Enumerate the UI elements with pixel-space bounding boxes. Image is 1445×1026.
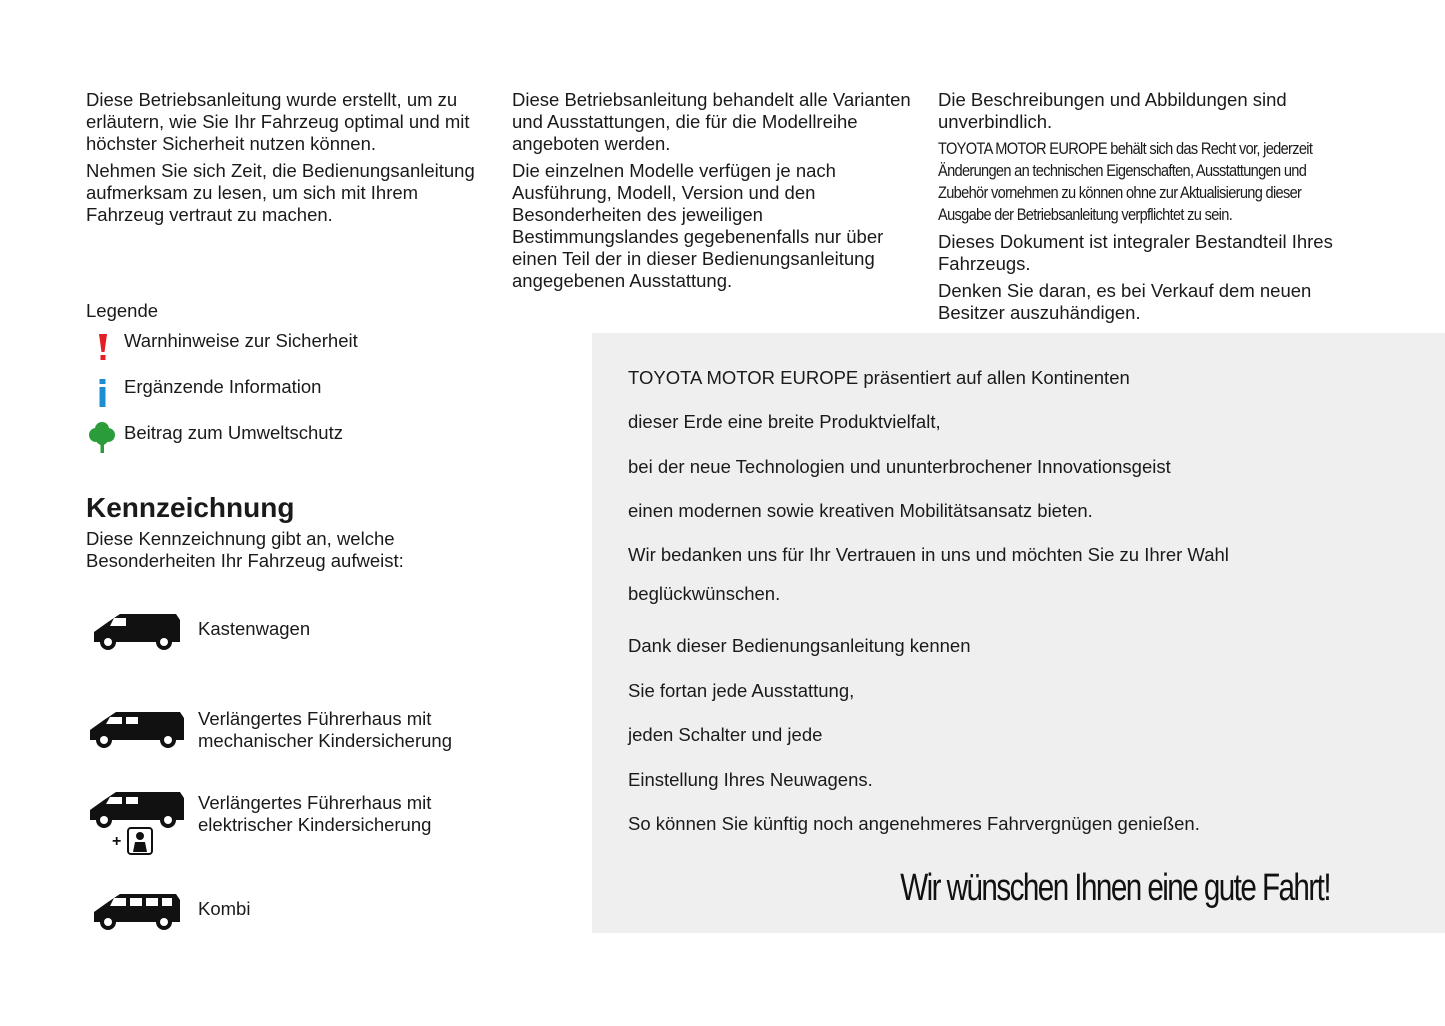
legend [86,300,486,468]
intro-paragraph: Diese Betriebsanleitung wurde erstellt, um zu erläutern, wie Sie Ihr Fahrzeug optimal und mit höchster Sicherheit nutzen können. [86,89,470,154]
kombi-icon [86,886,182,934]
section-description: Diese Kennzeichnung gibt an, welche Besonderheiten Ihr Fahrzeug aufweist: [86,528,404,571]
legend-label: Beitrag zum Umweltschutz [124,422,343,443]
legend-title: Legende [86,300,159,321]
intro-column-1 [86,89,486,231]
closing-greeting: Wir wünschen Ihnen eine gute Fahrt! [900,867,1330,909]
vehicle-label: elektrischer Kindersicherung [198,814,432,835]
legend-item-warning [86,330,486,376]
legend-item-info [86,376,486,422]
intro-paragraph: Denken Sie daran, es bei Verkauf dem neuen Besitzer auszuhändigen. [938,280,1312,323]
intro-paragraph: Diese Betriebsanleitung behandelt alle Varianten und Ausstattungen, die für die Modellreihe angeboten werden. [512,89,911,154]
welcome-line: So können Sie künftig noch angenehmeres Fahrvergnügen genießen. [628,813,1200,834]
intro-paragraph: Die Beschreibungen und Abbildungen sind unverbindlich. [938,89,1287,132]
welcome-line: jeden Schalter und jede [628,724,823,745]
intro-column-3 [938,89,1358,329]
vehicle-label: mechanischer Kindersicherung [198,730,452,751]
welcome-line: Einstellung Ihres Neuwagens. [628,769,873,790]
welcome-line: beglückwünschen. [628,583,781,604]
warning-icon [86,330,118,362]
intro-column-2 [512,89,912,297]
vehicle-label: Kastenwagen [198,618,311,639]
crew-cab-mechanical-icon [86,702,186,752]
welcome-panel [592,333,1445,933]
welcome-line: dieser Erde eine breite Produktvielfalt, [628,411,941,432]
welcome-line: Wir bedanken uns für Ihr Vertrauen in uns und möchten Sie zu Ihrer Wahl [628,544,1229,565]
info-icon [86,376,118,408]
welcome-line: Sie fortan jede Ausstattung, [628,680,855,701]
legend-item-environment [86,422,486,468]
vehicle-label: Verlängertes Führerhaus mit [198,792,432,813]
intro-paragraph: Nehmen Sie sich Zeit, die Bedienungsanleitung aufmerksam zu lesen, um sich mit Ihrem Fahrzeug vertraut zu machen. [86,160,475,225]
legend-label: Warnhinweise zur Sicherheit [124,330,358,351]
vehicle-label: Verlängertes Führerhaus mit [198,708,432,729]
panel-van-icon [86,606,182,654]
section-heading: Kennzeichnung [86,492,295,523]
welcome-line: einen modernen sowie kreativen Mobilitätsansatz bieten. [628,500,1093,521]
welcome-line: Dank dieser Bedienungsanleitung kennen [628,635,971,656]
crew-cab-electric-icon [86,786,186,858]
svg-text:+: + [112,833,122,850]
disclaimer-paragraph: TOYOTA MOTOR EUROPE behält sich das Recht vor, jederzeit Änderungen an technischen Eigenschaften, Ausstattungen und Zubehör vornehmen zu können ohne zur Aktualisierung dieser Ausgabe der Betriebsanleitung verpflichtet zu sein. [938,139,1313,224]
welcome-line: bei der neue Technologien und ununterbrochener Innovationsgeist [628,456,1171,477]
intro-paragraph: Dieses Dokument ist integraler Bestandteil Ihres Fahrzeugs. [938,231,1333,274]
intro-paragraph: Die einzelnen Modelle verfügen je nach Ausführung, Modell, Version und den Besonderheiten des jeweiligen Bestimmungslandes gegebenenfalls nur über einen Teil der in dieser Bedienungsanleitung angegebenen Ausstattung. [512,160,884,291]
welcome-line: TOYOTA MOTOR EUROPE präsentiert auf allen Kontinenten [628,367,1130,388]
legend-label: Ergänzende Information [124,376,322,397]
vehicle-label: Kombi [198,898,251,919]
environment-leaf-icon [86,422,118,454]
